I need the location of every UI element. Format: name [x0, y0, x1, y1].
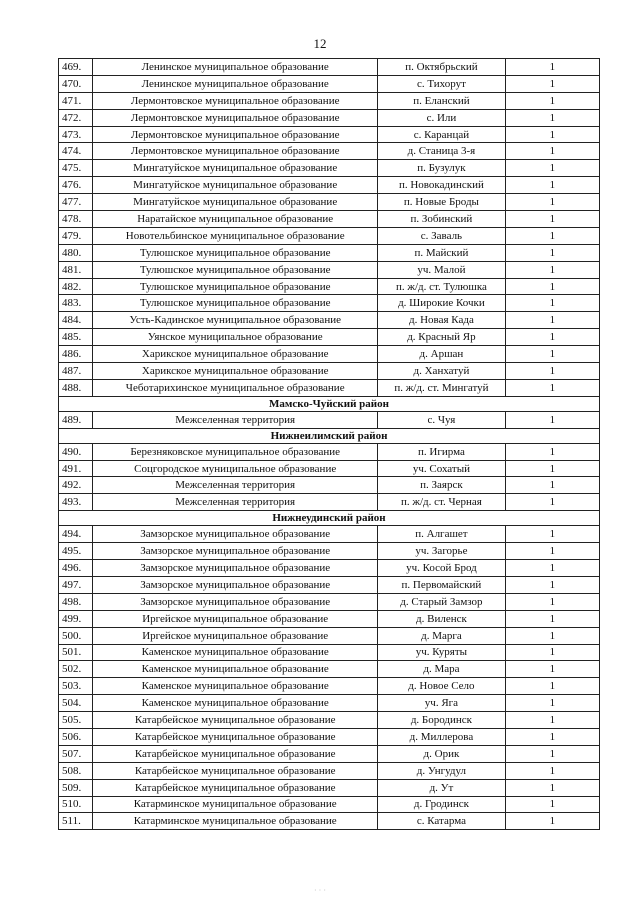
municipality-name: Иргейское муниципальное образование [93, 627, 378, 644]
municipality-name: Лермонтовское муниципальное образование [93, 143, 378, 160]
settlement-count: 1 [505, 796, 599, 813]
row-number: 490. [59, 443, 93, 460]
row-number: 478. [59, 211, 93, 228]
row-number: 487. [59, 363, 93, 380]
settlement-count: 1 [505, 443, 599, 460]
municipality-name: Замзорское муниципальное образование [93, 593, 378, 610]
locality-name: д. Ут [378, 779, 505, 796]
settlement-count: 1 [505, 346, 599, 363]
district-name: Мамско-Чуйский район [59, 396, 600, 411]
row-number: 504. [59, 695, 93, 712]
district-header-row [59, 511, 600, 526]
municipality-name: Ленинское муниципальное образование [93, 59, 378, 76]
table-row [59, 295, 600, 312]
locality-name: п. Новые Броды [378, 194, 505, 211]
locality-name: уч. Загорье [378, 543, 505, 560]
table-row [59, 278, 600, 295]
table-row [59, 379, 600, 396]
table-row [59, 177, 600, 194]
municipality-name: Лермонтовское муниципальное образование [93, 126, 378, 143]
row-number: 480. [59, 244, 93, 261]
settlement-count: 1 [505, 143, 599, 160]
locality-name: д. Унгудул [378, 762, 505, 779]
locality-name: п. Новокадинский [378, 177, 505, 194]
row-number: 495. [59, 543, 93, 560]
municipality-name: Замзорское муниципальное образование [93, 543, 378, 560]
table-row [59, 661, 600, 678]
row-number: 492. [59, 477, 93, 494]
settlement-count: 1 [505, 593, 599, 610]
settlement-count: 1 [505, 278, 599, 295]
locality-name: уч. Яга [378, 695, 505, 712]
settlement-count: 1 [505, 244, 599, 261]
settlement-count: 1 [505, 75, 599, 92]
municipality-name: Каменское муниципальное образование [93, 644, 378, 661]
row-number: 473. [59, 126, 93, 143]
row-number: 481. [59, 261, 93, 278]
row-number: 509. [59, 779, 93, 796]
municipality-name: Наратайское муниципальное образование [93, 211, 378, 228]
table-row [59, 194, 600, 211]
locality-name: д. Новая Када [378, 312, 505, 329]
settlement-count: 1 [505, 109, 599, 126]
table-row [59, 560, 600, 577]
municipality-name: Тулюшское муниципальное образование [93, 295, 378, 312]
table-row [59, 92, 600, 109]
row-number: 498. [59, 593, 93, 610]
row-number: 497. [59, 576, 93, 593]
settlement-count: 1 [505, 160, 599, 177]
settlement-count: 1 [505, 576, 599, 593]
row-number: 483. [59, 295, 93, 312]
settlement-count: 1 [505, 295, 599, 312]
municipality-name: Замзорское муниципальное образование [93, 576, 378, 593]
page-bottom-mark: · · · [314, 886, 326, 895]
locality-name: д. Ханхатуй [378, 363, 505, 380]
row-number: 477. [59, 194, 93, 211]
settlement-count: 1 [505, 695, 599, 712]
table-row [59, 261, 600, 278]
settlement-count: 1 [505, 211, 599, 228]
row-number: 493. [59, 494, 93, 511]
table-row [59, 678, 600, 695]
settlement-count: 1 [505, 363, 599, 380]
municipality-name: Тулюшское муниципальное образование [93, 244, 378, 261]
table-row [59, 813, 600, 830]
row-number: 506. [59, 728, 93, 745]
locality-name: с. Тихорут [378, 75, 505, 92]
row-number: 510. [59, 796, 93, 813]
locality-name: д. Красный Яр [378, 329, 505, 346]
locality-name: п. Алгашет [378, 526, 505, 543]
settlement-count: 1 [505, 379, 599, 396]
locality-name: д. Бородинск [378, 712, 505, 729]
row-number: 494. [59, 526, 93, 543]
municipality-name: Межселенная территория [93, 477, 378, 494]
municipality-name: Лермонтовское муниципальное образование [93, 92, 378, 109]
table-row [59, 346, 600, 363]
row-number: 474. [59, 143, 93, 160]
settlement-count: 1 [505, 661, 599, 678]
district-name: Нижнеудинский район [59, 511, 600, 526]
row-number: 469. [59, 59, 93, 76]
municipality-name: Каменское муниципальное образование [93, 695, 378, 712]
row-number: 511. [59, 813, 93, 830]
locality-name: д. Старый Замзор [378, 593, 505, 610]
locality-name: с. Катарма [378, 813, 505, 830]
table-row [59, 695, 600, 712]
locality-name: п. Октябрьский [378, 59, 505, 76]
table-body [59, 59, 600, 830]
district-header-row [59, 428, 600, 443]
row-number: 499. [59, 610, 93, 627]
municipality-name: Катарбейское муниципальное образование [93, 779, 378, 796]
locality-name: д. Широкие Кочки [378, 295, 505, 312]
municipality-name: Харикское муниципальное образование [93, 346, 378, 363]
settlement-count: 1 [505, 227, 599, 244]
settlement-count: 1 [505, 177, 599, 194]
municipality-name: Уянское муниципальное образование [93, 329, 378, 346]
municipality-name: Катарбейское муниципальное образование [93, 712, 378, 729]
district-header-row [59, 396, 600, 411]
settlement-count: 1 [505, 329, 599, 346]
row-number: 496. [59, 560, 93, 577]
municipality-name: Харикское муниципальное образование [93, 363, 378, 380]
row-number: 489. [59, 411, 93, 428]
locality-name: с. Или [378, 109, 505, 126]
row-number: 507. [59, 745, 93, 762]
municipality-name: Иргейское муниципальное образование [93, 610, 378, 627]
settlement-count: 1 [505, 477, 599, 494]
table-row [59, 644, 600, 661]
locality-name: п. ж/д. ст. Черная [378, 494, 505, 511]
locality-name: п. Майский [378, 244, 505, 261]
locality-name: д. Гродинск [378, 796, 505, 813]
settlement-count: 1 [505, 779, 599, 796]
locality-name: уч. Куряты [378, 644, 505, 661]
settlement-table [58, 58, 600, 830]
settlement-count: 1 [505, 543, 599, 560]
row-number: 471. [59, 92, 93, 109]
municipality-name: Катарбейское муниципальное образование [93, 745, 378, 762]
district-name: Нижнеилимский район [59, 428, 600, 443]
table-row [59, 59, 600, 76]
municipality-name: Мингатуйское муниципальное образование [93, 194, 378, 211]
settlement-count: 1 [505, 627, 599, 644]
table-row [59, 762, 600, 779]
municipality-name: Катарбейское муниципальное образование [93, 762, 378, 779]
locality-name: с. Заваль [378, 227, 505, 244]
municipality-name: Ленинское муниципальное образование [93, 75, 378, 92]
locality-name: с. Чуя [378, 411, 505, 428]
municipality-name: Межселенная территория [93, 494, 378, 511]
settlement-count: 1 [505, 194, 599, 211]
settlement-count: 1 [505, 745, 599, 762]
municipality-name: Катарминское муниципальное образование [93, 813, 378, 830]
municipality-name: Межселенная территория [93, 411, 378, 428]
locality-name: п. Бузулук [378, 160, 505, 177]
table-row [59, 627, 600, 644]
settlement-count: 1 [505, 712, 599, 729]
table-row [59, 477, 600, 494]
locality-name: п. ж/д. ст. Тулюшка [378, 278, 505, 295]
settlement-count: 1 [505, 762, 599, 779]
settlement-count: 1 [505, 261, 599, 278]
table-row [59, 244, 600, 261]
table-row [59, 211, 600, 228]
table-row [59, 526, 600, 543]
table-row [59, 576, 600, 593]
table-row [59, 411, 600, 428]
municipality-name: Катарбейское муниципальное образование [93, 728, 378, 745]
municipality-name: Тулюшское муниципальное образование [93, 278, 378, 295]
row-number: 502. [59, 661, 93, 678]
settlement-count: 1 [505, 460, 599, 477]
locality-name: п. Первомайский [378, 576, 505, 593]
row-number: 486. [59, 346, 93, 363]
table-row [59, 543, 600, 560]
row-number: 484. [59, 312, 93, 329]
settlement-count: 1 [505, 526, 599, 543]
municipality-name: Каменское муниципальное образование [93, 661, 378, 678]
settlement-count: 1 [505, 560, 599, 577]
municipality-name: Каменское муниципальное образование [93, 678, 378, 695]
table-row [59, 460, 600, 477]
municipality-name: Березняковское муниципальное образование [93, 443, 378, 460]
table-row [59, 329, 600, 346]
table-row [59, 593, 600, 610]
settlement-count: 1 [505, 494, 599, 511]
row-number: 485. [59, 329, 93, 346]
locality-name: д. Аршан [378, 346, 505, 363]
page-number: 12 [313, 36, 327, 51]
row-number: 505. [59, 712, 93, 729]
municipality-name: Замзорское муниципальное образование [93, 560, 378, 577]
locality-name: д. Мара [378, 661, 505, 678]
municipality-name: Новотельбинское муниципальное образование [93, 227, 378, 244]
table-row [59, 312, 600, 329]
settlement-count: 1 [505, 92, 599, 109]
row-number: 500. [59, 627, 93, 644]
locality-name: п. Еланский [378, 92, 505, 109]
row-number: 488. [59, 379, 93, 396]
locality-name: д. Новое Село [378, 678, 505, 695]
municipality-name: Мингатуйское муниципальное образование [93, 177, 378, 194]
table-row [59, 779, 600, 796]
table-row [59, 610, 600, 627]
settlement-count: 1 [505, 610, 599, 627]
row-number: 475. [59, 160, 93, 177]
locality-name: п. ж/д. ст. Мингатуй [378, 379, 505, 396]
municipality-name: Чеботарихинское муниципальное образование [93, 379, 378, 396]
settlement-count: 1 [505, 678, 599, 695]
locality-name: уч. Малой [378, 261, 505, 278]
municipality-name: Замзорское муниципальное образование [93, 526, 378, 543]
row-number: 476. [59, 177, 93, 194]
table-row [59, 143, 600, 160]
table-row [59, 796, 600, 813]
locality-name: уч. Сохатый [378, 460, 505, 477]
table-row [59, 126, 600, 143]
locality-name: д. Виленск [378, 610, 505, 627]
row-number: 491. [59, 460, 93, 477]
settlement-count: 1 [505, 126, 599, 143]
locality-name: д. Орик [378, 745, 505, 762]
settlement-count: 1 [505, 411, 599, 428]
row-number: 482. [59, 278, 93, 295]
row-number: 501. [59, 644, 93, 661]
locality-name: с. Каранцай [378, 126, 505, 143]
settlement-count: 1 [505, 728, 599, 745]
locality-name: уч. Косой Брод [378, 560, 505, 577]
settlement-count: 1 [505, 59, 599, 76]
settlement-count: 1 [505, 312, 599, 329]
table-row [59, 443, 600, 460]
row-number: 508. [59, 762, 93, 779]
municipality-name: Соцгородское муниципальное образование [93, 460, 378, 477]
municipality-name: Мингатуйское муниципальное образование [93, 160, 378, 177]
locality-name: д. Миллерова [378, 728, 505, 745]
locality-name: п. Заярск [378, 477, 505, 494]
settlement-count: 1 [505, 813, 599, 830]
table-row [59, 75, 600, 92]
row-number: 472. [59, 109, 93, 126]
table-row [59, 109, 600, 126]
locality-name: п. Игирма [378, 443, 505, 460]
locality-name: д. Марга [378, 627, 505, 644]
table-row [59, 712, 600, 729]
locality-name: д. Станица 3-я [378, 143, 505, 160]
municipality-name: Лермонтовское муниципальное образование [93, 109, 378, 126]
municipality-name: Катарминское муниципальное образование [93, 796, 378, 813]
municipality-name: Усть-Кадинское муниципальное образование [93, 312, 378, 329]
row-number: 470. [59, 75, 93, 92]
row-number: 479. [59, 227, 93, 244]
locality-name: п. Зобинский [378, 211, 505, 228]
settlement-count: 1 [505, 644, 599, 661]
table-row [59, 160, 600, 177]
table-row [59, 363, 600, 380]
municipality-name: Тулюшское муниципальное образование [93, 261, 378, 278]
table-row [59, 494, 600, 511]
table-row [59, 728, 600, 745]
table-row [59, 745, 600, 762]
row-number: 503. [59, 678, 93, 695]
table-row [59, 227, 600, 244]
